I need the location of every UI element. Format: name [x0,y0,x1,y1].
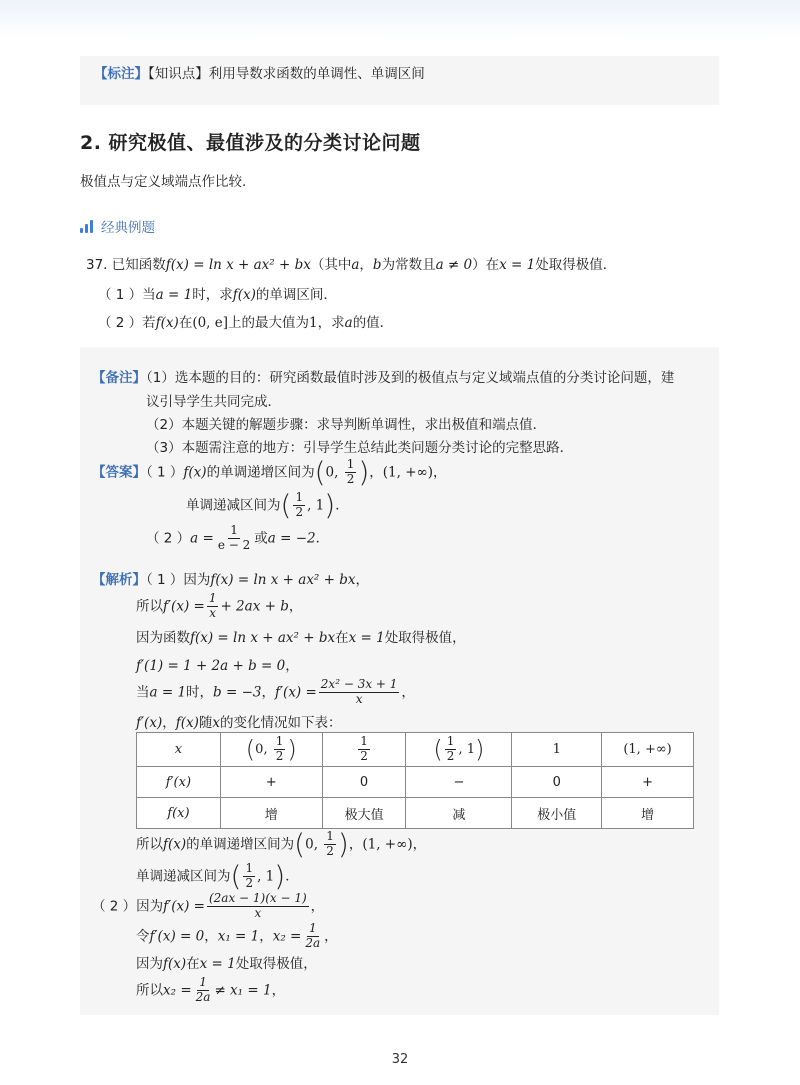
math: f(x) [175,715,199,731]
text: 上的最大值为 [228,315,310,331]
text: ， [162,715,176,731]
math: (1, +∞) [382,464,434,481]
analysis-line-2 [136,592,302,621]
table-cell: 0 [512,767,602,798]
comma: , [313,836,323,853]
fraction [274,735,286,764]
note-tag: 【标注】 [94,66,148,82]
math: f(x) [163,836,187,853]
fraction [324,830,336,859]
paren-open: ( [314,455,326,489]
text: ， [433,464,447,481]
text: 为常数且 [381,257,436,273]
note-text: 【知识点】利用导数求函数的单调性、单调区间 [148,66,425,82]
denominator: 2 [326,843,334,858]
math: f(x) [183,464,207,481]
paren-close: ) [287,735,297,764]
math: 1 [309,315,318,331]
analysis-line-4 [136,654,299,674]
text: 的变化情况如下表： [220,715,342,731]
denominator: x [254,905,262,920]
answer-line-1b [186,488,349,522]
comma: , [458,742,467,757]
analysis-line-9 [92,892,324,921]
table-header-f: f(x) [137,798,221,829]
table-header-x: x [137,733,221,767]
bar-chart-icon [80,219,93,233]
math: f′(x) = [274,684,317,701]
text: 处取得极值， [384,630,466,646]
text: 在 [335,630,349,646]
analysis-line-10 [136,922,338,951]
math: x [212,715,220,731]
text: ， [259,928,273,945]
text: 因为 [136,956,163,972]
page-number: 32 [391,1052,409,1067]
text: （ 1 ） [146,464,184,481]
text: （ 2 ） [146,530,191,547]
text: ， [288,598,303,615]
math: a [351,257,360,273]
math: a = 1 [155,287,193,303]
math: f′(1) = 1 + 2a + b = 0 [136,658,286,674]
fraction [358,735,370,764]
answer-tag: 【答案】 [92,464,146,481]
math: 1 [466,742,475,757]
text: 的值． [352,315,394,331]
remark-line-1b: 议引导学生共同完成． [146,394,281,410]
numerator: 1 [360,734,368,749]
text: 单调递减区间为 [136,868,231,885]
table-cell: 增 [602,798,694,829]
math: a ≠ 0 [435,257,473,273]
numerator: 1 [295,490,304,504]
text: 或 [254,530,268,547]
analysis-line-8 [136,859,299,893]
math: b = −3 [213,684,262,701]
denominator: 2a [305,935,321,950]
knowledge-note-box [80,56,719,105]
table-row-f [137,798,694,829]
text: （ 2 ）因为 [92,898,164,915]
denominator: e − 2 [217,537,251,552]
text: ， [204,928,218,945]
denominator: 2a [195,989,211,1004]
denominator: 2 [245,875,254,890]
analysis-line-12 [136,976,285,1005]
text: （ 1 ）因为 [146,572,211,588]
text: 时，求 [192,287,233,303]
problem-statement [86,253,616,273]
math: f′(x) = 0 [149,928,205,945]
denominator: x [209,605,217,620]
paren-open: ( [280,488,292,522]
variation-table [136,732,694,829]
text: 随 [198,715,213,731]
section-description: 极值点与定义域端点作比较. [80,174,247,190]
text: 的单调区间． [255,287,337,303]
math: f′(x) [136,715,163,731]
table-cell: + [602,767,694,798]
analysis-line-1 [92,568,369,588]
math: x₂ = [163,982,192,999]
comma: , [334,464,343,481]
table-cell: 0 [322,767,406,798]
math: x = 1 [199,956,236,972]
section-title: 2. 研究极值、最值涉及的分类讨论问题 [80,132,421,154]
analysis-line-3 [136,626,466,646]
text: ， [412,836,427,853]
math: a [344,315,353,331]
fraction [194,976,213,1005]
text: ． [285,868,299,885]
math: 1 [265,868,275,885]
table-cell [220,733,322,767]
question-2 [98,311,393,331]
paren-close: ) [337,827,349,861]
table-cell [322,733,406,767]
examples-heading-label: 经典例题 [101,220,155,236]
text: （1）选本题的目的：研究函数最值时涉及到的极值点与定义域端点值的分类讨论问题，建 [146,370,675,386]
numerator: 1 [446,734,455,749]
math: b [372,257,382,273]
text: ， [261,684,275,701]
fraction [319,678,400,707]
text: ， [348,836,363,853]
math: ≠ x₁ = 1 [214,982,272,999]
text: （ 2 ）若 [98,315,156,331]
math: f(x) [155,315,179,331]
text: 在 [186,956,200,972]
math: a = 1 [149,684,187,701]
paren-close: ) [358,455,370,489]
comma: , [307,497,316,514]
fraction [445,735,457,764]
denominator: 2 [360,749,368,763]
math: + 2ax + b [220,598,289,615]
math: (0, e] [192,315,229,331]
comma: , [263,742,272,757]
table-cell: 极小值 [512,798,602,829]
math: f(x) [163,956,187,972]
text: ， [369,464,383,481]
paren-open: ( [230,859,242,893]
analysis-line-6 [136,711,342,731]
numerator: 1 [308,921,317,935]
text: 时， [186,684,214,701]
denominator: 2 [346,471,355,486]
paren-close: ) [274,859,286,893]
table-header-fprime: f′(x) [137,767,221,798]
text: （其中 [310,257,352,273]
text: 在 [178,315,193,331]
numerator: 1 [245,861,254,875]
paren-open: ( [433,735,443,764]
math: 0 [255,742,264,757]
math: x₂ = [272,928,302,945]
remark-tag: 【备注】 [92,370,146,386]
text: ， [401,684,415,701]
denominator: 2 [275,749,284,763]
text: 当 [136,684,150,701]
math: f′(x) = [163,898,205,915]
fraction [207,592,219,621]
text: ， [355,572,369,588]
remark-line-2: （2）本题关键的解题步骤：求导判断单调性，求出极值和端点值． [146,417,547,433]
analysis-line-7 [136,827,427,861]
analysis-line-5 [136,678,415,707]
answer-line-2 [146,524,329,553]
math: 1 [315,497,325,514]
numerator: (2ax − 1)(x − 1) [208,891,307,905]
text: ）在 [472,257,500,273]
text: ， [285,658,299,674]
text: 的单调递增区间为 [186,836,295,853]
text: 的单调递增区间为 [206,464,315,481]
text: ， [310,898,325,915]
math: f(x) = ln x + ax² + bx [190,630,336,646]
text: ，求 [317,315,345,331]
top-band [0,0,800,40]
denominator: 2 [446,749,455,763]
math: 0 [325,464,335,481]
paren-close: ) [474,735,485,764]
analysis-line-11 [136,952,317,972]
text: ． [315,530,330,547]
text: 单调递减区间为 [186,497,281,514]
math: f′(x) = [163,598,205,615]
numerator: 1 [230,523,238,537]
text: 已知函数 [111,257,166,273]
math: x = 1 [348,630,385,646]
paren-open: ( [245,735,256,764]
numerator: 1 [275,734,284,749]
text: ， [324,928,338,945]
remark-line-3: （3）本题需注意的地方：引导学生总结此类问题分类讨论的完整思路． [146,440,574,456]
text: ， [271,982,286,999]
table-cell: 减 [406,798,512,829]
math: a = −2 [267,530,316,547]
numerator: 1 [326,829,334,843]
paren-close: ) [324,488,336,522]
remark-line-1 [92,366,674,386]
fraction [243,862,255,891]
math: x = 1 [499,257,536,273]
text: 所以 [136,836,163,853]
numerator: 2x² − 3x + 1 [320,677,398,691]
table-cell: (1, +∞) [602,733,694,767]
examples-heading [80,216,155,236]
paren-open: ( [294,827,306,861]
problem-number: 37. [86,257,108,273]
text: 令 [136,928,150,945]
table-cell [406,733,512,767]
knowledge-note [94,62,425,82]
table-cell: 增 [220,798,322,829]
table-cell: + [220,767,322,798]
fraction [216,524,252,553]
comma: , [257,868,266,885]
fraction [207,892,309,921]
text: 所以 [136,598,163,615]
fraction [303,922,322,951]
table-cell: 极大值 [322,798,406,829]
text: （ 1 ）当 [98,287,156,303]
numerator: 1 [199,975,207,989]
math: (1, +∞) [362,836,413,853]
table-row-fprime [137,767,694,798]
answer-line-1 [92,455,447,489]
fraction [345,458,357,487]
math: f(x) = ln x + ax² + bx [165,257,311,273]
numerator: 1 [346,457,355,471]
text: 所以 [136,982,163,999]
math: x₁ = 1 [217,928,260,945]
numerator: 1 [208,591,217,605]
text: 处取得极值． [535,257,617,273]
table-cell: 1 [512,733,602,767]
text: 处取得极值， [235,956,317,972]
text: ． [335,497,349,514]
denominator: x [355,691,363,706]
table-cell: − [406,767,512,798]
fraction [293,491,305,520]
denominator: 2 [295,504,304,519]
math: 0 [305,836,314,853]
math: f(x) [232,287,256,303]
text: 因为函数 [136,630,190,646]
math: f(x) = ln x + ax² + bx [210,572,356,588]
analysis-tag: 【解析】 [92,572,146,588]
text: ， [359,257,373,273]
math: a = [190,530,214,547]
question-1 [98,283,337,303]
table-row-x [137,733,694,767]
